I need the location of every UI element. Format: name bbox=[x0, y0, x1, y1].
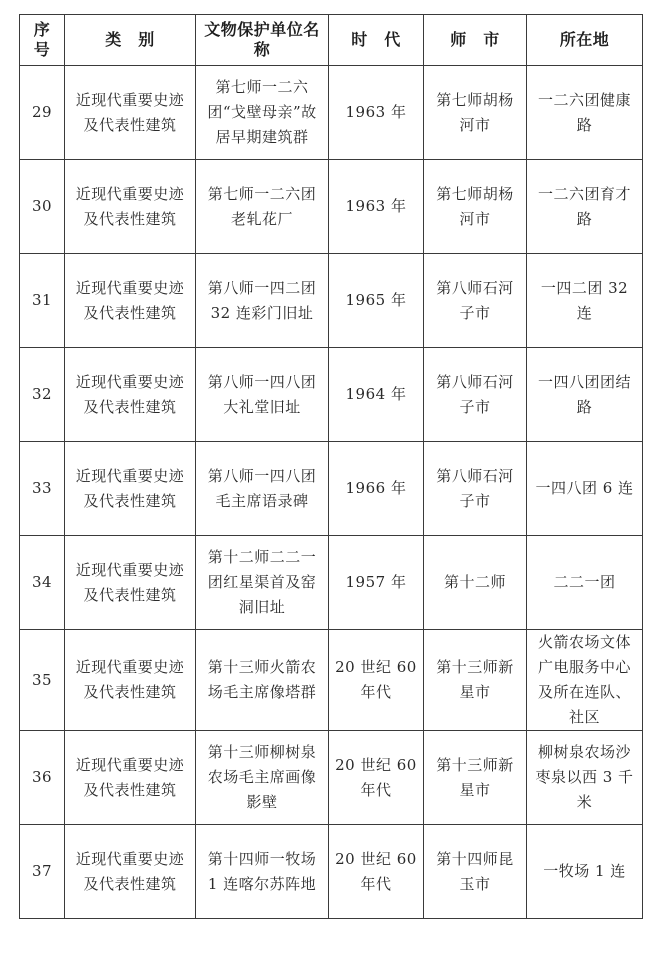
cell-unit-name: 第八师一四八团毛主席语录碑 bbox=[196, 442, 329, 536]
cell-no: 29 bbox=[20, 66, 65, 160]
header-unit-name: 文物保护单位名称 bbox=[196, 15, 329, 66]
cell-category: 近现代重要史迹及代表性建筑 bbox=[65, 825, 196, 919]
cell-division: 第七师胡杨河市 bbox=[424, 160, 527, 254]
cell-no: 34 bbox=[20, 536, 65, 630]
cell-location: 一二六团健康路 bbox=[527, 66, 643, 160]
header-no: 序号 bbox=[20, 15, 65, 66]
header-era: 时 代 bbox=[329, 15, 424, 66]
table-row bbox=[20, 254, 643, 348]
table-row bbox=[20, 442, 643, 536]
cell-no: 33 bbox=[20, 442, 65, 536]
header-category: 类 别 bbox=[65, 15, 196, 66]
cell-division: 第十三师新星市 bbox=[424, 731, 527, 825]
cell-no: 37 bbox=[20, 825, 65, 919]
heritage-sites-table bbox=[19, 14, 643, 919]
cell-era: 1963 年 bbox=[329, 66, 424, 160]
cell-division: 第八师石河子市 bbox=[424, 348, 527, 442]
cell-era: 20 世纪 60 年代 bbox=[329, 630, 424, 731]
cell-location: 一四二团 32 连 bbox=[527, 254, 643, 348]
cell-category: 近现代重要史迹及代表性建筑 bbox=[65, 731, 196, 825]
table-row bbox=[20, 731, 643, 825]
table-row bbox=[20, 825, 643, 919]
cell-unit-name: 第十二师二二一团红星渠首及窑洞旧址 bbox=[196, 536, 329, 630]
cell-era: 1957 年 bbox=[329, 536, 424, 630]
cell-division: 第七师胡杨河市 bbox=[424, 66, 527, 160]
cell-category: 近现代重要史迹及代表性建筑 bbox=[65, 66, 196, 160]
table-row bbox=[20, 630, 643, 731]
cell-unit-name: 第七师一二六团老轧花厂 bbox=[196, 160, 329, 254]
header-division: 师 市 bbox=[424, 15, 527, 66]
cell-unit-name: 第八师一四八团大礼堂旧址 bbox=[196, 348, 329, 442]
cell-unit-name: 第十三师柳树泉农场毛主席画像影壁 bbox=[196, 731, 329, 825]
cell-era: 1963 年 bbox=[329, 160, 424, 254]
table-row bbox=[20, 348, 643, 442]
cell-unit-name: 第八师一四二团32 连彩门旧址 bbox=[196, 254, 329, 348]
cell-era: 1966 年 bbox=[329, 442, 424, 536]
cell-no: 35 bbox=[20, 630, 65, 731]
table-row bbox=[20, 66, 643, 160]
cell-category: 近现代重要史迹及代表性建筑 bbox=[65, 348, 196, 442]
cell-division: 第十三师新星市 bbox=[424, 630, 527, 731]
cell-unit-name: 第十四师一牧场1 连喀尔苏阵地 bbox=[196, 825, 329, 919]
cell-location: 一二六团育才路 bbox=[527, 160, 643, 254]
cell-location: 火箭农场文体广电服务中心及所在连队、社区 bbox=[527, 630, 643, 731]
header-location: 所在地 bbox=[527, 15, 643, 66]
header-row bbox=[20, 15, 643, 66]
cell-category: 近现代重要史迹及代表性建筑 bbox=[65, 160, 196, 254]
cell-division: 第八师石河子市 bbox=[424, 254, 527, 348]
cell-unit-name: 第七师一二六团“戈壁母亲”故居早期建筑群 bbox=[196, 66, 329, 160]
cell-category: 近现代重要史迹及代表性建筑 bbox=[65, 536, 196, 630]
cell-category: 近现代重要史迹及代表性建筑 bbox=[65, 630, 196, 731]
table-row bbox=[20, 160, 643, 254]
cell-location: 柳树泉农场沙枣泉以西 3 千米 bbox=[527, 731, 643, 825]
cell-division: 第十二师 bbox=[424, 536, 527, 630]
cell-location: 一四八团 6 连 bbox=[527, 442, 643, 536]
cell-location: 二二一团 bbox=[527, 536, 643, 630]
cell-no: 30 bbox=[20, 160, 65, 254]
table-body bbox=[20, 66, 643, 919]
cell-no: 36 bbox=[20, 731, 65, 825]
table-row bbox=[20, 536, 643, 630]
cell-category: 近现代重要史迹及代表性建筑 bbox=[65, 442, 196, 536]
cell-location: 一牧场 1 连 bbox=[527, 825, 643, 919]
cell-no: 31 bbox=[20, 254, 65, 348]
table-header bbox=[20, 15, 643, 66]
cell-no: 32 bbox=[20, 348, 65, 442]
cell-era: 20 世纪 60 年代 bbox=[329, 825, 424, 919]
cell-era: 1965 年 bbox=[329, 254, 424, 348]
cell-era: 20 世纪 60 年代 bbox=[329, 731, 424, 825]
cell-category: 近现代重要史迹及代表性建筑 bbox=[65, 254, 196, 348]
cell-location: 一四八团团结路 bbox=[527, 348, 643, 442]
cell-division: 第十四师昆玉市 bbox=[424, 825, 527, 919]
cell-unit-name: 第十三师火箭农场毛主席像塔群 bbox=[196, 630, 329, 731]
heritage-table-container bbox=[19, 14, 642, 919]
cell-era: 1964 年 bbox=[329, 348, 424, 442]
cell-division: 第八师石河子市 bbox=[424, 442, 527, 536]
